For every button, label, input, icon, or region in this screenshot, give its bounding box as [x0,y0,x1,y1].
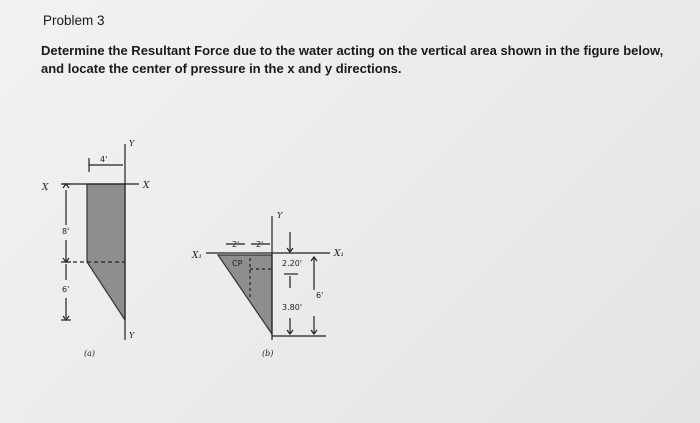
fig-b-dim-2a: 2' [232,240,240,249]
triangle-b-shape [218,255,272,334]
fig-b-dim-2b: 2' [256,240,264,249]
figure-b [206,216,330,340]
fig-b-dim-380: 3.80' [282,303,303,312]
arrow-a-1 [63,184,69,188]
problem-title: Problem 3 [43,13,105,28]
fig-a-y-bottom-label: Y [129,331,135,340]
fig-a-dim-lower: 6' [62,285,70,294]
statement-line-1: Determine the Resultant Force due to the water acting on the vertical area shown in the figure below, [41,43,664,58]
fig-a-x-right-label: X [143,181,150,191]
fig-a-dim-width: 4' [100,155,108,164]
fig-a-dim-upper: 8' [62,227,70,236]
plate-a-shape [87,184,125,320]
fig-b-x1-left-label: X₁ [192,251,203,261]
fig-b-caption: (b) [262,349,274,358]
fig-b-x1-right-label: X₁ [334,249,345,259]
figure-a [61,144,139,340]
statement-line-2: and locate the center of pressure in the x and y directions. [41,61,402,76]
fig-b-y-label: Y [277,211,283,220]
fig-b-dim-6: 6' [316,291,324,300]
fig-a-y-label: Y [129,139,135,148]
fig-a-caption: (a) [84,349,96,358]
fig-a-x-left-label: X [42,183,49,193]
fig-b-dim-220: 2.20' [282,259,303,268]
fig-b-cp-label: CP [232,259,243,268]
